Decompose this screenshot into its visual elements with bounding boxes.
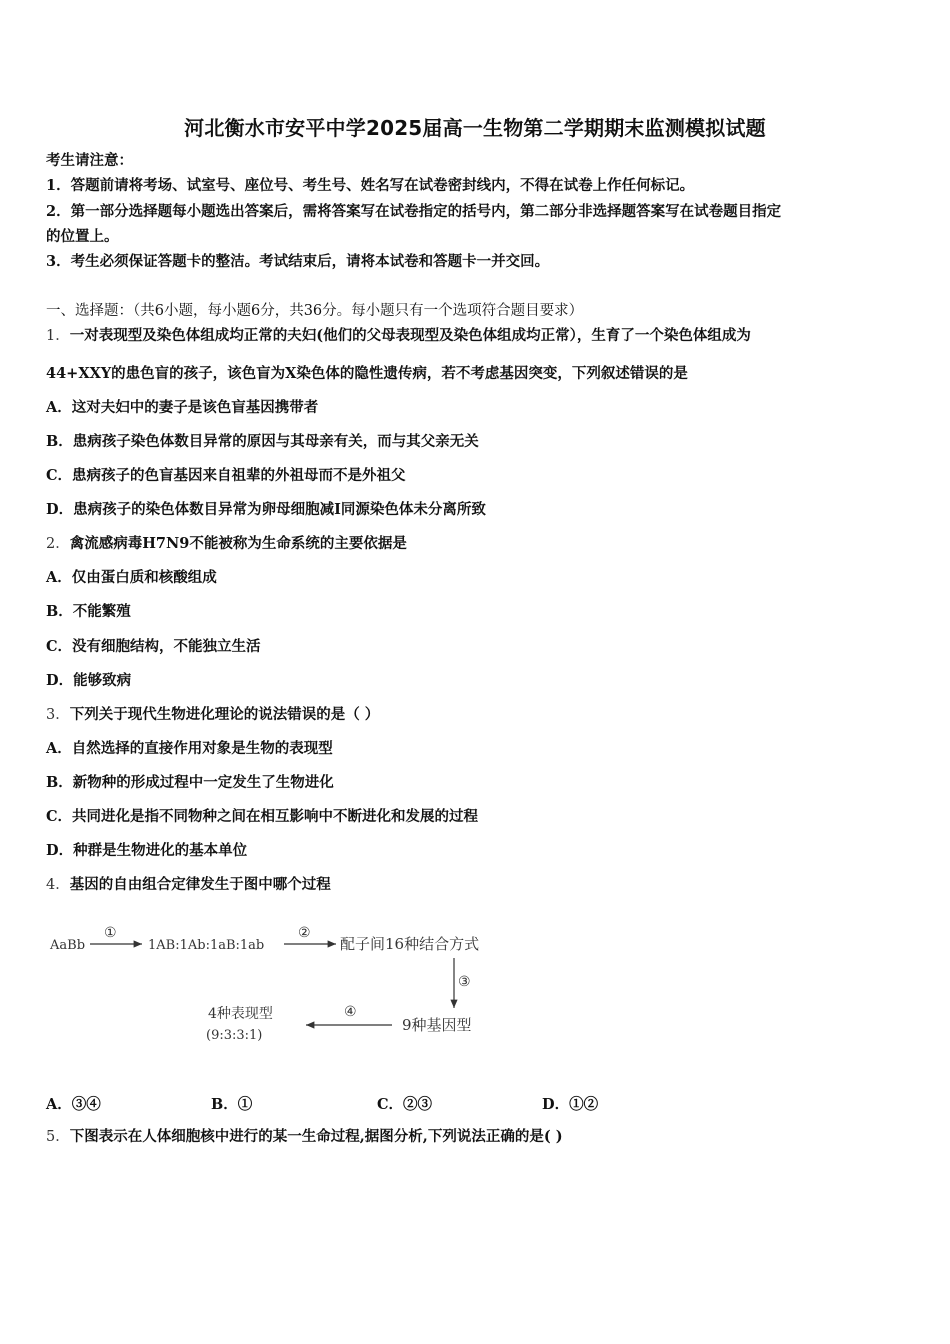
step-2-label: ② [298,925,311,941]
question-3-option-c: C．共同进化是指不同物种之间在相互影响中不断进化和发展的过程 [46,808,479,825]
notice-item-2: 2．第一部分选择题每小题选出答案后，需将答案写在试卷指定的括号内，第二部分非选择题答案写在试卷题目指定 [46,203,782,220]
question-3-number: 3． [46,707,70,723]
diagram-gametes: 1AB:1Ab:1aB:1ab [148,938,265,953]
step-3-label: ③ [458,974,471,990]
question-3-text: 下列关于现代生物进化理论的说法错误的是（ ） [69,706,380,723]
question-1-option-c: C．患病孩子的色盲基因来自祖辈的外祖母而不是外祖父 [46,467,406,484]
question-2-stem [46,534,407,554]
question-4-stem [46,875,331,895]
diagram-genotypes: 9种基因型 [402,1016,472,1034]
question-1-stem [46,326,751,346]
notice-item-1: 1．答题前请将考场、试室号、座位号、考生号、姓名写在试卷密封线内，不得在试卷上作任何标记。 [46,177,695,194]
notice-item-2-cont: 的位置上。 [46,228,119,245]
diagram-phenotypes: 4种表现型 [208,1006,273,1022]
question-1-text: 一对表现型及染色体组成均正常的夫妇(他们的父母表现型及染色体组成均正常），生育了一个染色体组成为 [69,327,751,344]
question-2-option-b: B．不能繁殖 [46,603,131,620]
page-title: 河北衡水市安平中学2025届高一生物第二学期期末监测模拟试题 [184,116,766,140]
step-4-label: ④ [344,1004,357,1020]
question-4-answer-d: D．①② [542,1096,599,1113]
question-4-answer-c: C．②③ [377,1096,433,1113]
question-3-option-d: D．种群是生物进化的基本单位 [46,842,248,859]
question-5-stem [46,1127,563,1147]
diagram-start: AaBb [50,938,86,953]
question-3-option-a: A．自然选择的直接作用对象是生物的表现型 [46,740,333,757]
section-heading: 一、选择题：（共6小题，每小题6分，共36分。每小题只有一个选项符合题目要求） [46,303,584,319]
question-5-text: 下图表示在人体细胞核中进行的某一生命过程,据图分析,下列说法正确的是( ) [69,1128,563,1145]
question-1-option-b: B．患病孩子染色体数目异常的原因与其母亲有关，而与其父亲无关 [46,433,479,450]
question-1-option-d: D．患病孩子的染色体数目异常为卵母细胞减Ⅰ同源染色体未分离所致 [46,501,486,518]
step-1-label: ① [104,925,117,941]
question-5-number: 5． [46,1129,70,1145]
question-3-stem [46,705,379,725]
question-4-answer-b: B．① [211,1096,253,1113]
question-4-answer-a: A．③④ [46,1096,101,1113]
question-3-option-b: B．新物种的形成过程中一定发生了生物进化 [46,774,334,791]
notice-heading: 考生请注意： [46,152,133,169]
question-4-text: 基因的自由组合定律发生于图中哪个过程 [69,876,331,893]
question-4-number: 4． [46,877,70,893]
question-2-option-d: D．能够致病 [46,672,132,689]
inheritance-diagram [46,918,516,1058]
question-2-option-a: A．仅由蛋白质和核酸组成 [46,569,217,586]
notice-item-3: 3．考生必须保证答题卡的整洁。考试结束后，请将本试卷和答题卡一并交回。 [46,253,550,270]
question-1-number: 1． [46,328,70,344]
question-2-number: 2． [46,536,70,552]
question-2-text: 禽流感病毒H7N9不能被称为生命系统的主要依据是 [69,535,407,552]
diagram-combos: 配子间16种结合方式 [340,935,480,953]
question-1-option-a: A．这对夫妇中的妻子是该色盲基因携带者 [46,399,319,416]
question-1-stem-cont: 44+XXY的患色盲的孩子，该色盲为X染色体的隐性遗传病，若不考虑基因突变，下列叙述错误的是 [46,365,688,382]
question-2-option-c: C．没有细胞结构，不能独立生活 [46,638,261,655]
diagram-ratio: (9:3:3:1) [206,1028,263,1043]
